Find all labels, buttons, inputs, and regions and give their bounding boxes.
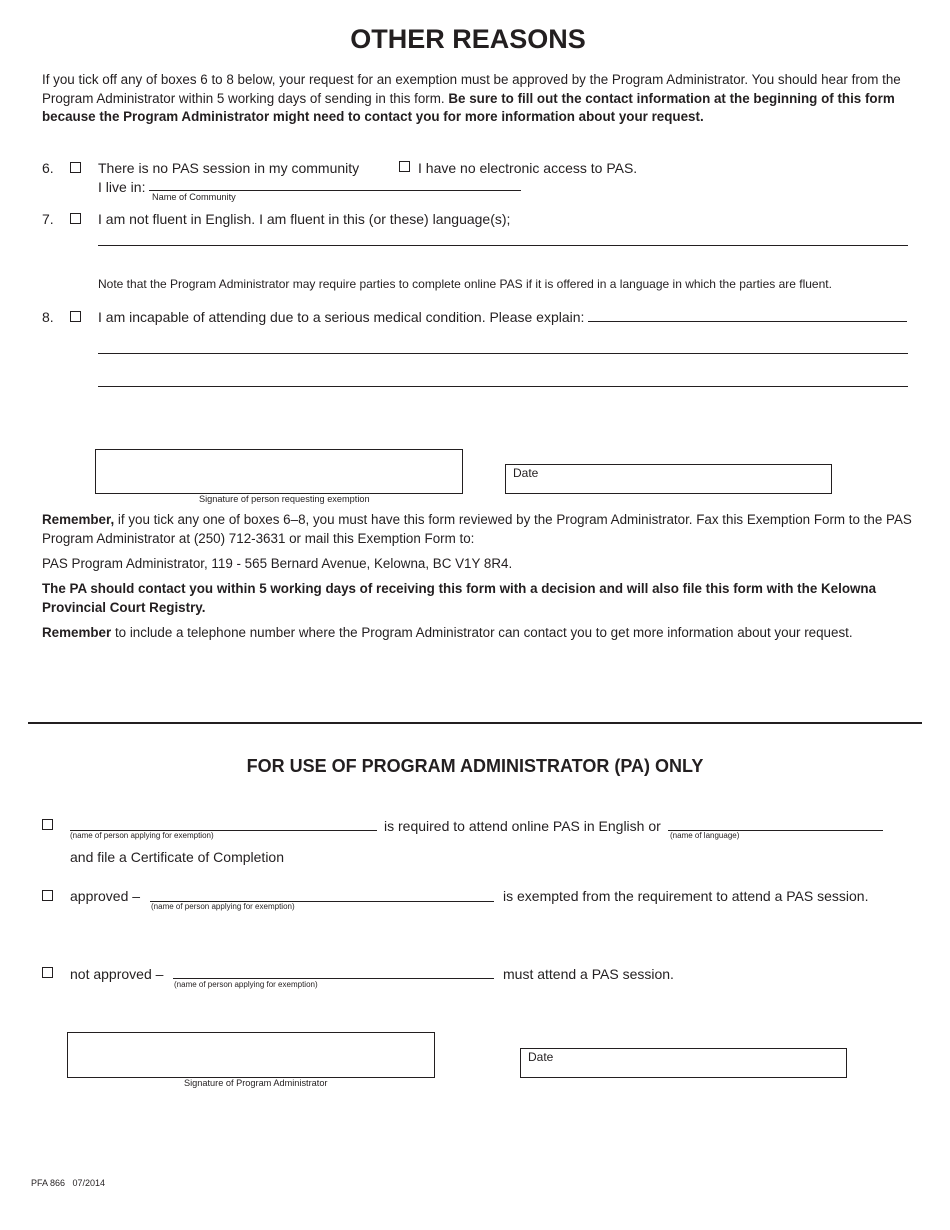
pa-date-label: Date: [528, 1050, 554, 1064]
item-6-electronic-access-checkbox[interactable]: [399, 161, 410, 172]
telephone-reminder: [42, 624, 912, 643]
not-approved-name-line[interactable]: [173, 978, 494, 979]
item-8-number: 8.: [42, 309, 54, 325]
intro-bold-text: Be sure to fill out the contact information at the beginning of this form because the Program Administrator might need to contact you for more information about your request.: [42, 90, 895, 124]
form-code: PFA 866 07/2014: [31, 1178, 106, 1188]
item-7-number: 7.: [42, 211, 54, 227]
item-6-option-a-label: There is no PAS session in my community: [98, 160, 360, 176]
section-divider: [28, 722, 922, 724]
pa-date-box[interactable]: [520, 1048, 847, 1078]
pa-signature-caption: Signature of Program Administrator: [184, 1078, 328, 1088]
approved-end-text: is exempted from the requirement to attend a PAS session.: [503, 888, 869, 904]
community-caption: Name of Community: [152, 192, 236, 202]
pa-address: PAS Program Administrator, 119 - 565 Bernard Avenue, Kelowna, BC V1Y 8R4.: [42, 556, 513, 571]
page-title: OTHER REASONS: [350, 24, 586, 54]
requester-signature-box[interactable]: [95, 449, 463, 494]
remember-text: if you tick any one of boxes 6–8, you must have this form reviewed by the Program Administrator. Fax this Exemption Form to the PAS Program Administrator at (250) 712-3631 or mail this Exemption Form to:: [42, 512, 912, 546]
admin-section-heading: FOR USE OF PROGRAM ADMINISTRATOR (PA) ONLY: [246, 756, 704, 776]
item-6-number: 6.: [42, 160, 54, 176]
telephone-reminder-bold: Remember: [42, 625, 112, 640]
medical-explain-line-3[interactable]: [98, 386, 908, 387]
live-in-label: I live in:: [98, 179, 146, 195]
requester-date-box[interactable]: [505, 464, 832, 494]
intro-paragraph: [42, 71, 912, 127]
approved-name-caption: (name of person applying for exemption): [151, 902, 295, 911]
remember-bold: Remember,: [42, 512, 115, 527]
requester-signature-caption: Signature of person requesting exemption: [199, 494, 370, 504]
item-7-label: I am not fluent in English. I am fluent in this (or these) language(s);: [98, 211, 511, 227]
requester-date-label: Date: [513, 466, 539, 480]
medical-explain-line-1[interactable]: [588, 321, 907, 322]
item-7-checkbox[interactable]: [70, 213, 81, 224]
required-name-caption: (name of person applying for exemption): [70, 831, 214, 840]
item-7-note: Note that the Program Administrator may require parties to complete online PAS if it is offered in a language in which the parties are fluent.: [98, 277, 832, 291]
approved-label: approved –: [70, 888, 141, 904]
community-input-line[interactable]: [149, 190, 521, 191]
not-approved-checkbox[interactable]: [42, 967, 53, 978]
not-approved-end-text: must attend a PAS session.: [503, 966, 674, 982]
pa-signature-box[interactable]: [67, 1032, 435, 1078]
language-input-line[interactable]: [98, 245, 908, 246]
item-8-checkbox[interactable]: [70, 311, 81, 322]
intro-text: If you tick off any of boxes 6 to 8 below, your request for an exemption must be approved by the Program Administrator. You should hear from the Program Administrator within 5 working days of sending in this form.: [42, 72, 901, 106]
telephone-reminder-text: to include a telephone number where the Program Administrator can contact you to get more information about your request.: [111, 625, 853, 640]
item-8-label: I am incapable of attending due to a serious medical condition. Please explain:: [98, 309, 585, 325]
approved-checkbox[interactable]: [42, 890, 53, 901]
required-checkbox[interactable]: [42, 819, 53, 830]
pa-contact-notice: The PA should contact you within 5 working days of receiving this form with a decision and will also file this form with the Kelowna Provincial Court Registry.: [42, 581, 877, 615]
required-middle-text: is required to attend online PAS in English or: [384, 818, 661, 834]
medical-explain-line-2[interactable]: [98, 353, 908, 354]
not-approved-label: not approved –: [70, 966, 164, 982]
remember-paragraph: [42, 511, 912, 548]
item-6-checkbox[interactable]: [70, 162, 81, 173]
item-6-option-b-label: I have no electronic access to PAS.: [418, 160, 638, 176]
not-approved-name-caption: (name of person applying for exemption): [174, 980, 318, 989]
required-second-line: and file a Certificate of Completion: [70, 849, 284, 865]
required-language-caption: (name of language): [670, 831, 740, 840]
